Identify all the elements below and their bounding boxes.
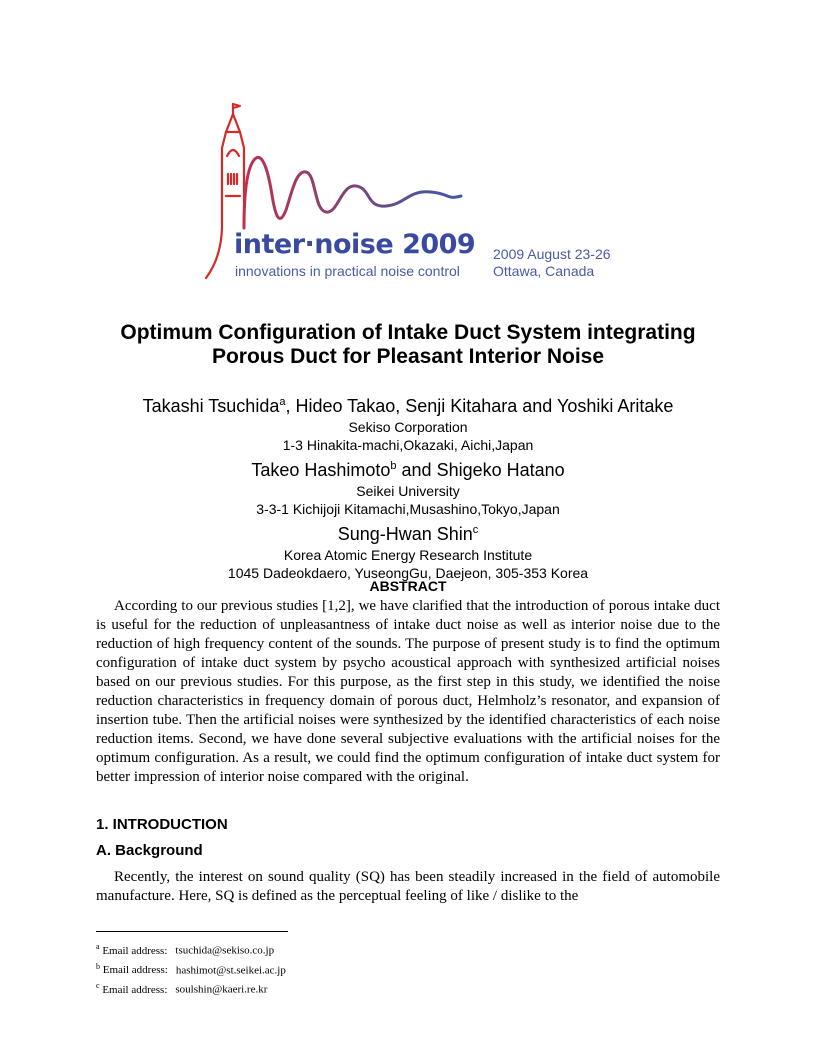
address-2: 3-3-1 Kichijoji Kitamachi,Musashino,Tokyo,Japan: [256, 501, 560, 517]
title-line-1: Optimum Configuration of Intake Duct System integrating: [120, 321, 696, 344]
footnote-a: $^a$ Email address: tsuchida@sekiso.co.jp: [96, 942, 275, 957]
author-line-1: Takashi Tsuchida$^a$, Hideo Takao, Senji Kitahara and Yoshiki Aritake: [142, 396, 674, 416]
abstract-heading: ABSTRACT: [369, 578, 447, 594]
introduction-body: [96, 868, 720, 906]
logo-title: inter·noise 2009: [234, 229, 476, 260]
author-line-2: Takeo Hashimoto$^b$ and Shigeko Hatano: [251, 460, 565, 480]
affiliation-3: Korea Atomic Energy Research Institute: [283, 547, 533, 563]
footnotes: [96, 939, 286, 998]
footnote-b: $^b$ Email address: hashimot@st.seikei.ac.jp: [96, 961, 286, 977]
logo-tagline: innovations in practical noise control: [235, 263, 460, 279]
author-line-3: Sung-Hwan Shin$^c$: [337, 524, 479, 544]
section-heading-introduction: 1. INTRODUCTION: [96, 816, 228, 833]
conference-location: Ottawa, Canada: [493, 263, 595, 279]
footnote-c: $^c$ Email address: soulshin@kaeri.re.kr: [96, 981, 268, 996]
subsection-heading-background: A. Background: [96, 842, 203, 859]
author-block: [60, 390, 756, 582]
paper-title: [60, 321, 756, 369]
title-line-2: Porous Duct for Pleasant Interior Noise: [211, 345, 605, 368]
email-link-b[interactable]: hashimot@st.seikei.ac.jp: [175, 964, 286, 977]
affiliation-1: Sekiso Corporation: [348, 419, 468, 435]
abstract-paragraph: According to our previous studies [1,2], we have clarified that the introduction of porous intake duct is useful for the reduction of unpleasantness of intake duct noise as well as interior noise due to the reduction of high frequency content of the sounds. The purpose of present study is to find the optimum configuration of intake duct system by psycho acoustical approach with synthesized artificial noises based on our previous studies. For this purpose, as the first step in this study, we identified the noise reduction characteristics in frequency domain of porous duct, Helmholz’s resonator, and expansion of insertion tube. Then the artificial noises were synthesized by the identified characteristics of each noise reduction items. Second, we have done several subjective evaluations with the artificial noises for the optimum configuration. As a result, we could find the optimum configuration of intake duct system for better impression of interior noise compared with the original.: [96, 598, 720, 785]
introduction-paragraph: Recently, the interest on sound quality (SQ) has been steadily increased in the field of automobile manufacture. Here, SQ is defined as the perceptual feeling of like / dislike to the: [96, 869, 720, 904]
email-link-a[interactable]: tsuchida@sekiso.co.jp: [175, 944, 275, 957]
affiliation-2: Seikei University: [356, 483, 460, 499]
conference-logo: [196, 100, 626, 282]
address-3: 1045 Dadeokdaero, YuseongGu, Daejeon, 305-353 Korea: [227, 565, 589, 581]
abstract-body: [96, 597, 720, 787]
address-1: 1-3 Hinakita-machi,Okazaki, Aichi,Japan: [282, 437, 534, 453]
conference-date: 2009 August 23-26: [493, 246, 611, 262]
footnote-rule: [96, 931, 288, 932]
email-link-c[interactable]: soulshin@kaeri.re.kr: [175, 983, 268, 996]
